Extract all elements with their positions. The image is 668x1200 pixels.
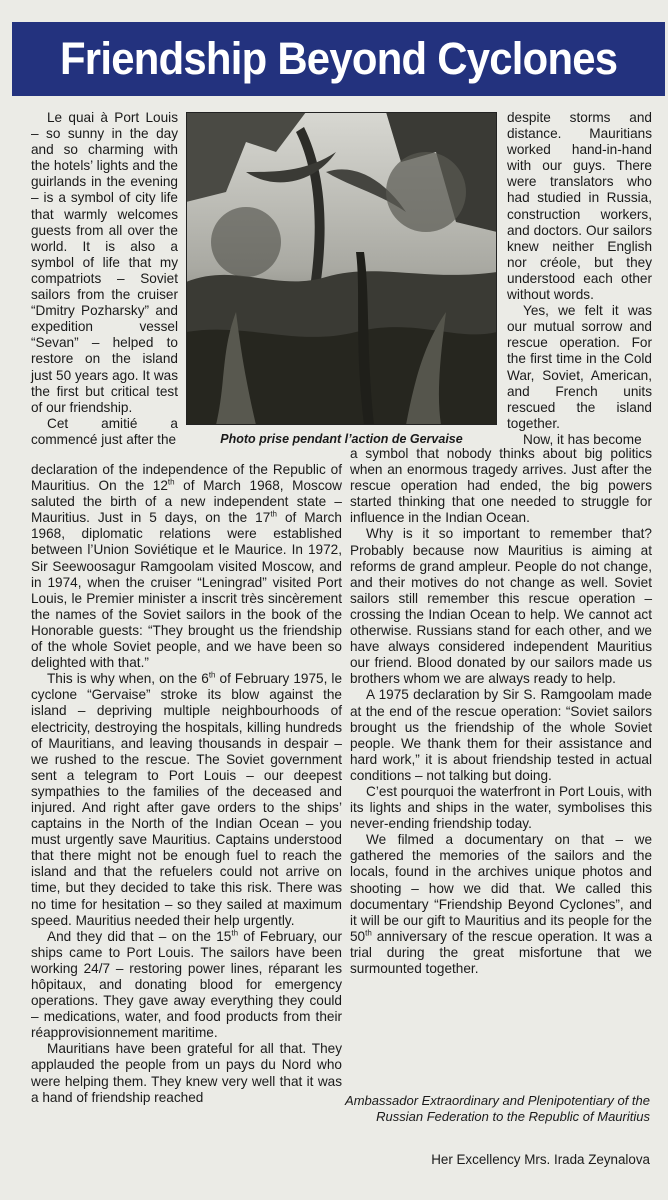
column-1-top — [31, 110, 178, 448]
text-run: This is why when, on the 6 — [47, 671, 209, 687]
ordinal-suffix: th — [167, 477, 175, 487]
paragraph: Yes, we felt it was our mutual sorrow and rescue operation. For the first time in the Cold War, Soviet, American, and French units rescued the island together. — [507, 303, 652, 431]
title-banner — [12, 22, 665, 96]
column-1-bottom — [31, 462, 342, 1106]
ordinal-suffix: th — [208, 670, 216, 680]
column-2-top — [507, 110, 652, 448]
jungle-photo-image — [186, 112, 497, 425]
paragraph — [31, 929, 342, 1042]
ordinal-suffix: th — [231, 928, 239, 938]
archival-photo — [186, 112, 497, 425]
paragraph: Why is it so important to remember that? Probably because now Mauritius is aiming at reforms de grand ampleur. People do not change, and their motives do not change as well. Soviet sailors still remember this rescue operation – crossing the Indian Ocean to help. We cannot act otherwise. Russians stand for each other, and we have always considered independent Mauritius our friend. Blood donated by our sailors made us brothers whom we are always ready to help. — [350, 526, 652, 687]
column-2-bottom — [350, 446, 652, 977]
text-run: We filmed a documentary on that – we gathered the memories of the sailors and the locals, found in the archives unique photos and shooting – how we did that. We called this documentary “Friendship Beyond Cyclones”, and it will be our gift to Mauritius and its people for the 50 — [350, 832, 652, 944]
ordinal-suffix: th — [365, 928, 372, 938]
text-run: declaration of the independence of the Republic of Mauritius. On the 12 — [31, 462, 342, 494]
text-run: of February 1975, le cyclone “Gervaise” stroke its blow against the island – depriving multiple neighbourhoods of electricity, destroying the hospitals, killing hundreds of Mauritians, and leaving thousands in despair – we rushed to the rescue. The Soviet government sent a telegram to Port Louis – our deepest sympathies to the families of the deceased and injured. And right after gave orders to the ships’ captains in the North of the Indian Ocean – you must urgently save Mauritius. Captains understood that there might not be enough fuel to reach the island and that the refuelers could not arrive on time, but they decided to take this risk. There was no time for hesitation – so they sailed at maximum speed. Mauritius needed their help urgently. — [31, 671, 343, 928]
text-run: of February, our ships came to Port Louis. The sailors have been working 24/7 – restoring power lines, réparant les hôpitaux, and donating blood for emergency operations. They gave away everything they could – medications, water, and food products from their réapprovisionnement maritime. — [31, 928, 342, 1041]
paragraph: C’est pourquoi the waterfront in Port Louis, with its lights and ships in the water, symbolises this never-ending friendship today. — [350, 783, 652, 832]
paragraph: Cet amitié a commencé just after the — [31, 415, 178, 447]
paragraph — [350, 832, 652, 977]
text-run: And they did that – on the 15 — [47, 928, 232, 944]
signature-name: Her Excellency Mrs. Irada Zeynalova — [431, 1152, 650, 1167]
paragraph: Now, it has become — [523, 431, 642, 447]
paragraph — [31, 671, 342, 929]
paragraph — [31, 462, 342, 671]
photo-caption: Photo prise pendant l’action de Gervaise — [220, 432, 463, 446]
text-run: of March 1968, Moscow saluted the birth of a new independent state – Mauritius. Just in 5 days, on the 17 — [31, 478, 342, 526]
ordinal-suffix: th — [270, 509, 277, 519]
signature-title: Ambassador Extraordinary and Plenipotentiary of the Russian Federation to the Republic of Mauritius — [345, 1093, 650, 1124]
paragraph: Mauritians have been grateful for all that. They applauded the people from un pays du Nord who were helping them. They knew very well that it was a hand of friendship reached — [31, 1041, 342, 1105]
text-run: anniversary of the rescue operation. It was a trial during the great misfortune that we surmounted together. — [350, 928, 652, 976]
article-title: Friendship Beyond Cyclones — [59, 33, 618, 84]
paragraph: Le quai à Port Louis – so sunny in the day and so charming with the hotels’ lights and the guirlands in the evening – is a symbol of city life that warmly welcomes guests from all over the world. It is also a symbol of life that my compatriots – Soviet sailors from the cruiser “Dmitry Pozharsky” and expedition vessel “Sevan” – helped to restore on the island just 50 years ago. It was the first but critical test of our friendship. — [31, 110, 178, 415]
text-run: of March 1968, diplomatic relations were established between l’Union Soviétique et le Maurice. In 1972, Sir Seewoosagur Ramgoolam visited Moscow, and in 1974, when the cruiser “Leningrad” visited Port Louis, le Premier minister a inscrit très sincèrement the names of the Soviet sailors in the book of the Honorable guests: “They brought us the friendship of the whole Soviet people, and we have been so delighted with that.” — [31, 510, 342, 671]
paragraph: a symbol that nobody thinks about big politics when an enormous tragedy arrives. Just after the rescue operation had ended, the big powers started thinking that one needed to struggle for influence in the Indian Ocean. — [350, 446, 652, 526]
paragraph: A 1975 declaration by Sir S. Ramgoolam made at the end of the rescue operation: “Soviet sailors brought us the friendship of the whole Soviet people. We thank them for their assistance and hard work,” it is about friendship tested in actual conditions – not talking but doing. — [350, 687, 652, 783]
paragraph: despite storms and distance. Mauritians worked hand-in-hand with our guys. There were translators who had studied in Russia, construction workers, and doctors. Our sailors knew neither English nor créole, but they understood each other without words. — [507, 110, 652, 303]
